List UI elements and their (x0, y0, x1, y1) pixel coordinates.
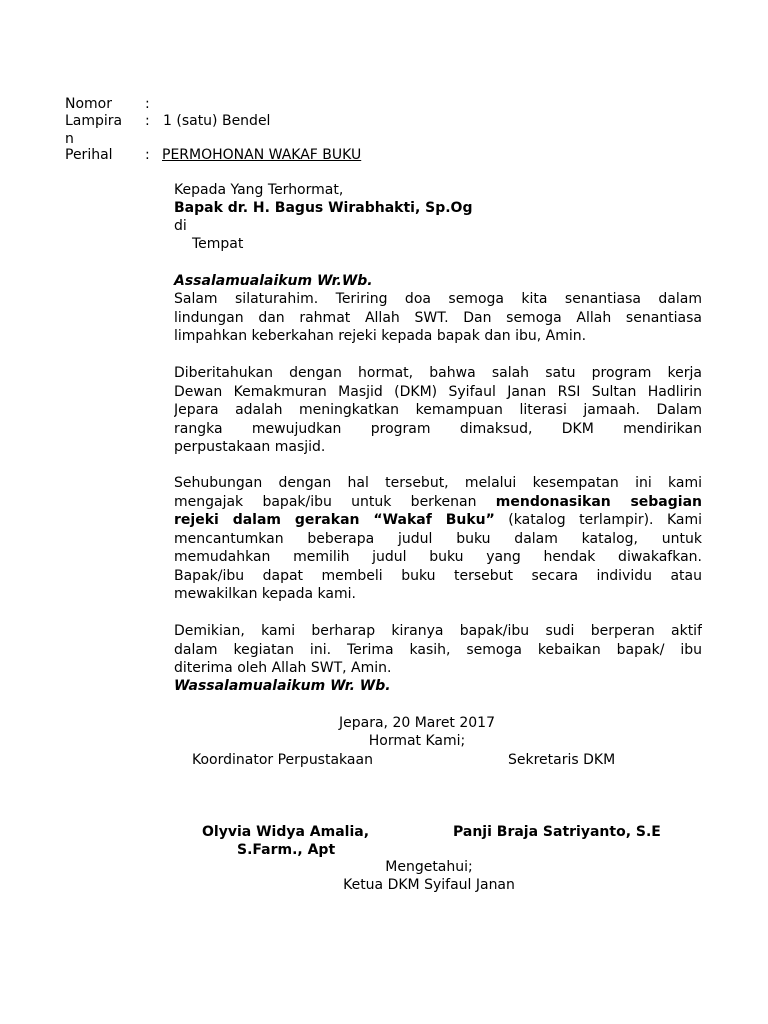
paragraph-3-text: (katalog terlampir). Kami (494, 512, 702, 528)
paragraph-2-line: Diberitahukan dengan hormat, bahwa salah satu program kerja (174, 365, 702, 381)
left-signer-title: Koordinator Perpustakaan (192, 752, 373, 768)
chair-title: Ketua DKM Syifaul Janan (343, 877, 515, 893)
paragraph-3-line: memudahkan memilih judul buku yang hendak diwakafkan. (174, 549, 702, 565)
paragraph-4-line: Demikian, kami berharap kiranya bapak/ibu sudi berperan aktif (174, 623, 702, 639)
perihal-value: PERMOHONAN WAKAF BUKU (162, 147, 362, 163)
recipient-name: Bapak dr. H. Bagus Wirabhakti, Sp.Og (174, 200, 473, 216)
paragraph-2-line: perpustakaan masjid. (174, 439, 326, 455)
paragraph-3-text: mengajak bapak/ibu untuk berkenan (174, 493, 496, 510)
paragraph-3-line: Bapak/ibu dapat membeli buku tersebut secara individu atau (174, 567, 702, 584)
paragraph-2-line: Dewan Kemakmuran Masjid (DKM) Syifaul Janan RSI Sultan Hadlirin (174, 383, 702, 400)
closing-greeting: Wassalamualaikum Wr. Wb. (174, 678, 391, 694)
paragraph-4-line: diterima oleh Allah SWT, Amin. (174, 660, 392, 676)
paragraph-2 (174, 364, 702, 457)
paragraph-1-line: limpahkan keberkahan rejeki kepada bapak dan ibu, Amin. (174, 328, 587, 344)
perihal-colon: : (145, 147, 150, 163)
paragraph-3-line: mencantumkan beberapa judul buku dalam katalog, untuk (174, 530, 702, 547)
paragraph-3-line (174, 493, 702, 512)
lampiran-label-wrap: n (65, 131, 74, 147)
wakaf-buku-emphasis: rejeki dalam gerakan “Wakaf Buku” (174, 512, 495, 528)
greeting: Assalamualaikum Wr.Wb. (174, 273, 373, 289)
nomor-colon: : (145, 96, 150, 112)
regards: Hormat Kami; (368, 733, 466, 749)
lampiran-colon: : (145, 113, 150, 129)
right-signer-title: Sekretaris DKM (508, 752, 616, 768)
paragraph-3-line (174, 511, 702, 530)
paragraph-4 (174, 622, 702, 678)
perihal-label: Perihal (65, 147, 113, 163)
paragraph-1-line: lindungan dan rahmat Allah SWT. Dan semoga Allah senantiasa (174, 309, 702, 326)
donation-emphasis: mendonasikan sebagian (495, 493, 702, 510)
paragraph-2-line: Jepara adalah meningkatkan kemampuan literasi jamaah. Dalam (174, 402, 702, 418)
left-signer-credentials: S.Farm., Apt (237, 842, 336, 858)
place-date: Jepara, 20 Maret 2017 (339, 715, 495, 731)
paragraph-2-line: rangka mewujudkan program dimaksud, DKM mendirikan (174, 420, 702, 437)
recipient-di: di (174, 218, 187, 234)
lampiran-label: Lampira (65, 113, 123, 129)
lampiran-value: 1 (satu) Bendel (163, 113, 271, 129)
recipient-salutation: Kepada Yang Terhormat, (174, 182, 344, 198)
paragraph-1-line: Salam silaturahim. Teriring doa semoga kita senantiasa dalam (174, 291, 702, 307)
acknowledge: Mengetahui; (385, 859, 473, 875)
right-signer-name: Panji Braja Satriyanto, S.E (453, 824, 661, 840)
paragraph-3-line: mewakilkan kepada kami. (174, 586, 356, 602)
paragraph-3-line: Sehubungan dengan hal tersebut, melalui kesempatan ini kami (174, 475, 702, 491)
nomor-label: Nomor (65, 96, 112, 112)
paragraph-1 (174, 290, 702, 346)
left-signer-name: Olyvia Widya Amalia, (202, 824, 370, 840)
recipient-place: Tempat (192, 236, 244, 252)
paragraph-4-line: dalam kegiatan ini. Terima kasih, semoga kebaikan bapak/ ibu (174, 641, 702, 658)
paragraph-3 (174, 474, 702, 604)
